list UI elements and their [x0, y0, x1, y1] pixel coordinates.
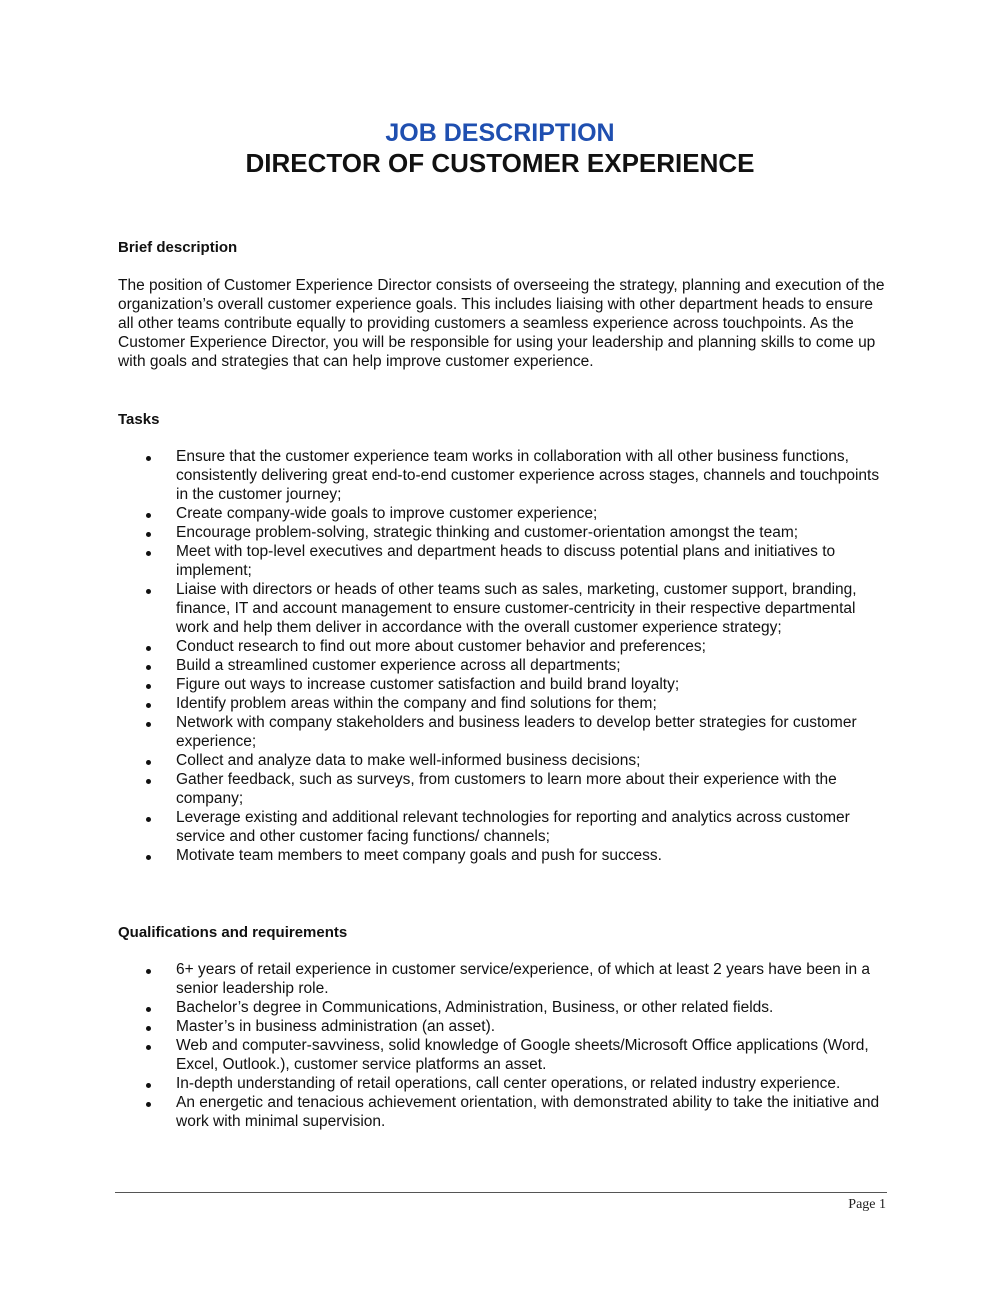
task-text: Meet with top-level executives and department heads to discuss potential plans and initiatives to implement; — [176, 543, 836, 579]
qualification-text: An energetic and tenacious achievement orientation, with demonstrated ability to take the initiative and work with minimal supervision. — [176, 1094, 880, 1130]
qualification-text: In-depth understanding of retail operations, call center operations, or related industry experience. — [176, 1075, 841, 1092]
task-text: Create company-wide goals to improve customer experience; — [176, 505, 598, 522]
bullet-icon — [146, 1083, 151, 1088]
tasks-list — [118, 447, 888, 865]
document-title: JOB DESCRIPTION — [385, 119, 615, 147]
footer-divider — [115, 1192, 887, 1193]
title-block — [0, 118, 1000, 178]
list-item — [118, 998, 888, 1017]
bullet-icon — [146, 646, 151, 651]
list-item — [118, 770, 888, 808]
bullet-icon — [146, 551, 151, 556]
task-text: Liaise with directors or heads of other teams such as sales, marketing, customer support, branding, finance, IT and account management to ensure customer-centricity in their respective departmental work and help them deliver in accordance with the overall customer experience strategy; — [176, 581, 857, 636]
qualification-text: Bachelor’s degree in Communications, Administration, Business, or other related fields. — [176, 999, 774, 1016]
brief-description-heading: Brief description — [118, 239, 238, 256]
list-item — [118, 1017, 888, 1036]
task-text: Figure out ways to increase customer satisfaction and build brand loyalty; — [176, 676, 680, 693]
task-text: Conduct research to find out more about customer behavior and preferences; — [176, 638, 706, 655]
list-item — [118, 713, 888, 751]
list-item — [118, 675, 888, 694]
task-text: Leverage existing and additional relevant technologies for reporting and analytics across customer service and other customer facing functions/ channels; — [176, 809, 850, 845]
bullet-icon — [146, 722, 151, 727]
task-text: Ensure that the customer experience team works in collaboration with all other business functions, consistently delivering great end-to-end customer experience across stages, channels and touchpoints in the customer journey; — [176, 448, 880, 503]
bullet-icon — [146, 1045, 151, 1050]
bullet-icon — [146, 456, 151, 461]
bullet-icon — [146, 589, 151, 594]
task-text: Encourage problem-solving, strategic thinking and customer-orientation amongst the team; — [176, 524, 799, 541]
task-text: Network with company stakeholders and business leaders to develop better strategies for customer experience; — [176, 714, 857, 750]
list-item — [118, 523, 888, 542]
list-item — [118, 637, 888, 656]
list-item — [118, 447, 888, 504]
list-item — [118, 751, 888, 770]
bullet-icon — [146, 532, 151, 537]
bullet-icon — [146, 779, 151, 784]
bullet-icon — [146, 1026, 151, 1031]
bullet-icon — [146, 684, 151, 689]
qualification-text: Web and computer-savviness, solid knowledge of Google sheets/Microsoft Office applications (Word, Excel, Outlook.), customer service platforms an asset. — [176, 1037, 869, 1073]
qualifications-heading: Qualifications and requirements — [118, 924, 348, 941]
bullet-icon — [146, 1102, 151, 1107]
tasks-heading: Tasks — [118, 411, 160, 428]
bullet-icon — [146, 855, 151, 860]
list-item — [118, 694, 888, 713]
bullet-icon — [146, 969, 151, 974]
document-subtitle: DIRECTOR OF CUSTOMER EXPERIENCE — [245, 148, 755, 178]
list-item — [118, 656, 888, 675]
task-text: Identify problem areas within the company and find solutions for them; — [176, 695, 657, 712]
list-item — [118, 580, 888, 637]
list-item — [118, 1093, 888, 1131]
qualifications-list — [118, 960, 888, 1131]
bullet-icon — [146, 513, 151, 518]
task-text: Build a streamlined customer experience across all departments; — [176, 657, 621, 674]
bullet-icon — [146, 760, 151, 765]
list-item — [118, 1036, 888, 1074]
bullet-icon — [146, 817, 151, 822]
list-item — [118, 808, 888, 846]
qualification-text: Master’s in business administration (an asset). — [176, 1018, 496, 1035]
task-text: Gather feedback, such as surveys, from customers to learn more about their experience with the company; — [176, 771, 837, 807]
list-item — [118, 504, 888, 523]
list-item — [118, 542, 888, 580]
bullet-icon — [146, 1007, 151, 1012]
task-text: Collect and analyze data to make well-informed business decisions; — [176, 752, 641, 769]
task-text: Motivate team members to meet company goals and push for success. — [176, 847, 662, 864]
bullet-icon — [146, 703, 151, 708]
brief-description-text: The position of Customer Experience Director consists of overseeing the strategy, planning and execution of the organization’s overall customer experience goals. This includes liaising with other department heads to ensure all other teams contribute equally to providing customers a seamless experience across touchpoints. As the Customer Experience Director, you will be responsible for using your leadership and planning skills to come up with goals and strategies that can help improve customer experience. — [118, 277, 885, 370]
list-item — [118, 1074, 888, 1093]
list-item — [118, 960, 888, 998]
page-number: Page 1 — [848, 1197, 886, 1212]
list-item — [118, 846, 888, 865]
qualification-text: 6+ years of retail experience in customer service/experience, of which at least 2 years have been in a senior leadership role. — [176, 961, 870, 997]
bullet-icon — [146, 665, 151, 670]
